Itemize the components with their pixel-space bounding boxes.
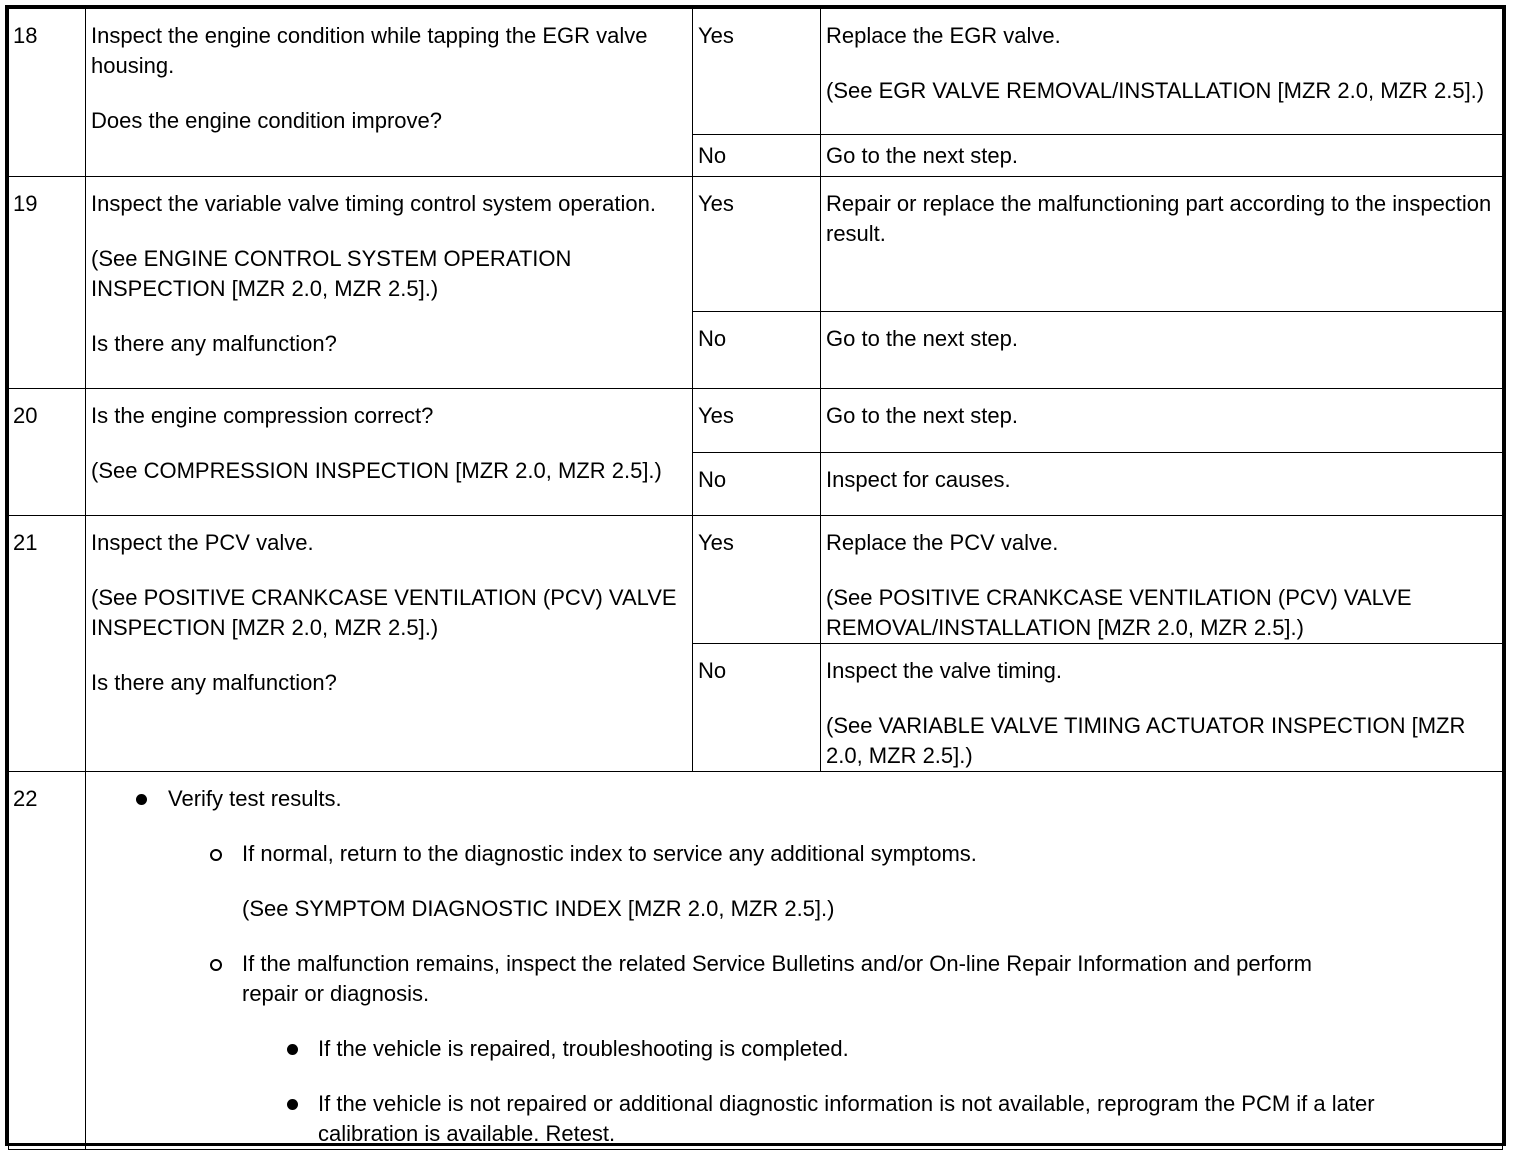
result-yes: Yes — [693, 389, 821, 453]
action-text: Go to the next step. — [826, 403, 1019, 428]
inspection-cell — [86, 9, 693, 177]
inspection-text: Inspect the engine condition while tapping the EGR valve housing. — [91, 23, 648, 78]
result-no: No — [693, 453, 821, 516]
list-item: If the vehicle is repaired, troubleshooting is completed. — [91, 1034, 1496, 1064]
result-no: No — [693, 135, 821, 177]
troubleshooting-table — [8, 8, 1503, 1150]
table-row — [9, 389, 1503, 453]
action-no — [821, 644, 1503, 772]
action-text: Inspect the valve timing. — [826, 658, 1063, 683]
action-yes — [821, 389, 1503, 453]
step-number: 22 — [9, 772, 86, 1150]
inspection-reference: (See POSITIVE CRANKCASE VENTILATION (PCV) VALVE INSPECTION [MZR 2.0, MZR 2.5].) — [91, 585, 677, 640]
table-row — [9, 516, 1503, 644]
bullet-icon — [287, 1044, 298, 1055]
final-instructions — [86, 772, 1503, 1150]
inspection-question: Is there any malfunction? — [91, 331, 337, 356]
inspection-reference: (See ENGINE CONTROL SYSTEM OPERATION INSPECTION [MZR 2.0, MZR 2.5].) — [91, 246, 572, 301]
inspection-text: Inspect the PCV valve. — [91, 530, 314, 555]
inspection-question: Is there any malfunction? — [91, 670, 337, 695]
result-yes: Yes — [693, 177, 821, 312]
bullet-icon — [136, 794, 147, 805]
action-no — [821, 312, 1503, 389]
action-yes — [821, 516, 1503, 644]
table-row — [9, 177, 1503, 312]
action-text: Go to the next step. — [826, 326, 1019, 351]
action-text: Go to the next step. — [826, 143, 1019, 168]
list-item: If the vehicle is not repaired or additional diagnostic information is not available, reprogram the PCM if a later calibration is available. Retest. — [91, 1089, 1438, 1149]
inspection-cell — [86, 516, 693, 772]
inspection-cell — [86, 177, 693, 389]
step-number: 20 — [9, 389, 86, 516]
inspection-question: Does the engine condition improve? — [91, 108, 443, 133]
table-row — [9, 9, 1503, 135]
inspection-question: Is the engine compression correct? — [91, 403, 434, 428]
bullet-icon — [287, 1099, 298, 1110]
result-yes: Yes — [693, 9, 821, 135]
list-item-reference: (See SYMPTOM DIAGNOSTIC INDEX [MZR 2.0, MZR 2.5].) — [242, 896, 835, 921]
inspection-cell — [86, 389, 693, 516]
circle-bullet-icon — [210, 849, 222, 861]
action-yes — [821, 177, 1503, 312]
action-text: Replace the EGR valve. — [826, 23, 1061, 48]
list-item: Verify test results. — [91, 784, 1496, 814]
action-reference: (See EGR VALVE REMOVAL/INSTALLATION [MZR 2.0, MZR 2.5].) — [826, 78, 1485, 103]
result-no: No — [693, 312, 821, 389]
list-item: If normal, return to the diagnostic index to service any additional symptoms. — [91, 839, 1496, 869]
inspection-reference: (See COMPRESSION INSPECTION [MZR 2.0, MZR 2.5].) — [91, 458, 662, 483]
step-number: 19 — [9, 177, 86, 389]
action-text: Repair or replace the malfunctioning part according to the inspection result. — [826, 191, 1492, 246]
step-number: 18 — [9, 9, 86, 177]
action-reference: (See VARIABLE VALVE TIMING ACTUATOR INSPECTION [MZR 2.0, MZR 2.5].) — [826, 713, 1466, 768]
circle-bullet-icon — [210, 959, 222, 971]
table-row — [9, 772, 1503, 1150]
action-no — [821, 135, 1503, 177]
list-item: If the malfunction remains, inspect the related Service Bulletins and/or On-line Repair Information and perform repair or diagnosis. — [91, 949, 1372, 1009]
action-text: Inspect for causes. — [826, 467, 1011, 492]
action-no — [821, 453, 1503, 516]
action-reference: (See POSITIVE CRANKCASE VENTILATION (PCV) VALVE REMOVAL/INSTALLATION [MZR 2.0, MZR 2.5].) — [826, 585, 1412, 640]
action-text: Replace the PCV valve. — [826, 530, 1059, 555]
inspection-text: Inspect the variable valve timing control system operation. — [91, 191, 656, 216]
step-number: 21 — [9, 516, 86, 772]
result-yes: Yes — [693, 516, 821, 644]
result-no: No — [693, 644, 821, 772]
troubleshooting-table-frame — [5, 5, 1506, 1146]
action-yes — [821, 9, 1503, 135]
